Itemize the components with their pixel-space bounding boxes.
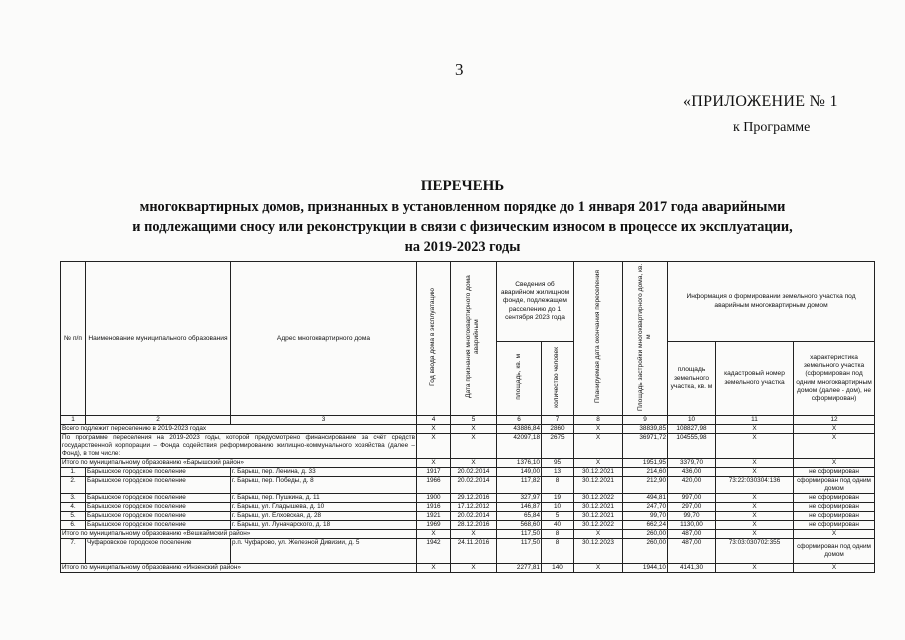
cell-address: г. Барыш, ул. Елховская, д. 28 [231,511,417,520]
cell-char: не сформирован [794,493,875,502]
cell-cadastral: 73:22:030304:136 [716,477,794,494]
appendix-subtitle: к Программе [733,120,811,135]
header-area: площадь, кв. м [497,342,542,416]
header-land-group: Информация о формировании земельного участка под аварийным многоквартирным домом [668,262,875,342]
cell-area: 327,97 [497,493,542,502]
cell-cadastral: X [716,459,794,468]
col-number: 12 [794,416,875,425]
cell-land-area: 108827,98 [668,425,716,434]
cell-address: р.п. Чуфарово, ул. Железной Дивизии, д. 5 [231,538,417,563]
cell-num: 7. [61,538,86,563]
cell-people: 13 [542,468,574,477]
table-row [61,468,875,477]
cell-date: X [451,459,497,468]
cell-cadastral: X [716,468,794,477]
cell-land-area: 3379,70 [668,459,716,468]
header-land-area: площадь земельного участка, кв. м [668,342,716,416]
cell-building: 247,70 [623,502,668,511]
cell-land-area: 99,70 [668,511,716,520]
cell-char: не сформирован [794,520,875,529]
cell-people: 40 [542,520,574,529]
heading-line: на 2019-2023 годы [404,239,521,255]
header-year: Год ввода дома в эксплуатацию [417,262,451,416]
cell-address: г. Барыш, пер. Пушкина, д. 11 [231,493,417,502]
header-planned-date: Планируемая дата окончания переселения [574,262,623,416]
cell-building: 260,00 [623,538,668,563]
cell-area: 146,87 [497,502,542,511]
header-address: Адрес многоквартирного дома [231,262,417,416]
cell-cadastral: X [716,502,794,511]
cell-char: не сформирован [794,511,875,520]
cell-building: 1951,95 [623,459,668,468]
cell-people: 8 [542,477,574,494]
cell-date: X [451,563,497,572]
cell-planned: 30.12.2021 [574,511,623,520]
table-row [61,511,875,520]
cell-cadastral: X [716,425,794,434]
cell-area: 2277,81 [497,563,542,572]
cell-planned: X [574,529,623,538]
cell-cadastral: X [716,493,794,502]
cell-land-area: 420,00 [668,477,716,494]
cell-planned: 30.12.2021 [574,468,623,477]
cell-people: 19 [542,493,574,502]
summary-row-fund [61,434,875,459]
cell-address: г. Барыш, пер. Ленина, д. 33 [231,468,417,477]
cell-year: X [417,563,451,572]
cell-date: 20.02.2014 [451,511,497,520]
cell-date: X [451,425,497,434]
cell-num: 3. [61,493,86,502]
cell-municipality: Барышское городское поселение [86,520,231,529]
cell-people: 140 [542,563,574,572]
appendix-title: «ПРИЛОЖЕНИЕ № 1 [683,93,838,110]
cell-planned: X [574,563,623,572]
column-numbers-row [61,416,875,425]
cell-planned: X [574,434,623,459]
cell-cadastral: 73:03:030702:355 [716,538,794,563]
cell-num: 2. [61,477,86,494]
cell-building: 38839,85 [623,425,668,434]
cell-planned: X [574,459,623,468]
houses-table [60,261,875,573]
cell-land-area: 436,00 [668,468,716,477]
cell-date: 20.02.2014 [451,468,497,477]
cell-municipality: Барышское городское поселение [86,468,231,477]
cell-municipality: Барышское городское поселение [86,477,231,494]
col-number: 1 [61,416,86,425]
heading-line: и подлежащими сносу или реконструкции в связи с физическим износом в процессе их эксплуатации, [132,219,793,235]
cell-planned: 30.12.2022 [574,520,623,529]
cell-land-area: 487,00 [668,529,716,538]
cell-people: 8 [542,529,574,538]
header-num: № п/п [61,262,86,416]
cell-char: X [794,563,875,572]
cell-char: не сформирован [794,502,875,511]
cell-char: X [794,434,875,459]
cell-people: 95 [542,459,574,468]
cell-municipality: Чуфаровское городское поселение [86,538,231,563]
cell-area: 43886,84 [497,425,542,434]
cell-cadastral: X [716,529,794,538]
header-municipality: Наименование муниципального образования [86,262,231,416]
header-cadastral: кадастровый номер земельного участка [716,342,794,416]
row-label: Итого по муниципальному образованию «Вешкаймский район» [61,529,417,538]
page-number: 3 [455,60,464,79]
cell-planned: 30.12.2021 [574,477,623,494]
table-row [61,520,875,529]
cell-building: 260,00 [623,529,668,538]
cell-land-area: 104555,98 [668,434,716,459]
row-label: По программе переселения на 2019-2023 годы, которой предусмотрено финансирование за счёт средств государственной корпорации – Фонда содействия реформированию жилищно-коммунального хозяйства (далее – Фонд), в том числе: [62,434,415,457]
cell-building: 662,24 [623,520,668,529]
col-number: 2 [86,416,231,425]
cell-planned: 30.12.2022 [574,493,623,502]
cell-municipality: Барышское городское поселение [86,493,231,502]
cell-area: 65,84 [497,511,542,520]
cell-building: 99,70 [623,511,668,520]
cell-year: 1969 [417,520,451,529]
heading-title: ПЕРЕЧЕНЬ [420,178,505,194]
header-building-area: Площадь застройки многоквартирного дома, кв. м [623,262,668,416]
cell-municipality: Барышское городское поселение [86,511,231,520]
cell-cadastral: X [716,520,794,529]
cell-building: 494,81 [623,493,668,502]
summary-row-total [61,425,875,434]
cell-area: 1376,10 [497,459,542,468]
col-number: 8 [574,416,623,425]
summary-row-veshkaima [61,529,875,538]
row-label: Итого по муниципальному образованию «Инзенский район» [61,563,417,572]
cell-char: сформирован под одним домом [794,477,875,494]
cell-year: 1917 [417,468,451,477]
cell-land-area: 297,00 [668,502,716,511]
cell-year: 1942 [417,538,451,563]
cell-year: 1900 [417,493,451,502]
col-number: 3 [231,416,417,425]
cell-address: г. Барыш, ул. Гладышева, д. 10 [231,502,417,511]
table-row [61,502,875,511]
cell-building: 212,90 [623,477,668,494]
cell-date: X [451,529,497,538]
cell-people: 2860 [542,425,574,434]
col-number: 6 [497,416,542,425]
table-row [61,538,875,563]
cell-land-area: 1130,00 [668,520,716,529]
cell-date: 20.02.2014 [451,477,497,494]
col-number: 10 [668,416,716,425]
cell-num: 6. [61,520,86,529]
cell-planned: X [574,425,623,434]
cell-cadastral: X [716,563,794,572]
cell-planned: 30.12.2023 [574,538,623,563]
cell-year: X [417,425,451,434]
cell-people: 10 [542,502,574,511]
cell-address: г. Барыш, ул. Луначарского, д. 18 [231,520,417,529]
header-land-char: характеристика земельного участка (сформирован под одним многоквартирным домом (далее - дом), не сформирован) [794,342,875,416]
header-fund-group: Сведения об аварийном жилищном фонде, подлежащем расселению до 1 сентября 2023 года [497,262,574,342]
row-label: Всего подлежит переселению в 2019-2023 годах [61,425,417,434]
col-number: 7 [542,416,574,425]
cell-char: не сформирован [794,468,875,477]
cell-land-area: 997,00 [668,493,716,502]
cell-people: 5 [542,511,574,520]
cell-char: X [794,425,875,434]
cell-num: 4. [61,502,86,511]
cell-year: X [417,434,451,459]
cell-area: 117,50 [497,529,542,538]
cell-cadastral: X [716,434,794,459]
cell-char: X [794,459,875,468]
cell-num: 5. [61,511,86,520]
table-row [61,493,875,502]
cell-year: 1916 [417,502,451,511]
cell-area: 568,60 [497,520,542,529]
cell-cadastral: X [716,511,794,520]
summary-row-inza [61,563,875,572]
row-label: Итого по муниципальному образованию «Барышский район» [61,459,417,468]
cell-area: 42097,18 [497,434,542,459]
table-row [61,477,875,494]
cell-date: 17.12.2012 [451,502,497,511]
summary-row-barysh [61,459,875,468]
col-number: 11 [716,416,794,425]
cell-year: 1921 [417,511,451,520]
cell-char: X [794,529,875,538]
cell-date: 29.12.2016 [451,493,497,502]
cell-people: 8 [542,538,574,563]
header-people: количество человек [542,342,574,416]
cell-year: 1966 [417,477,451,494]
cell-building: 214,60 [623,468,668,477]
header-date-emergency: Дата признания многоквартирного дома аварийным [451,262,497,416]
heading-line: многоквартирных домов, признанных в установленном порядке до 1 января 2017 года аварийными [139,199,786,215]
cell-date: X [451,434,497,459]
cell-building: 1944,10 [623,563,668,572]
cell-year: X [417,459,451,468]
cell-area: 117,50 [497,538,542,563]
col-number: 9 [623,416,668,425]
cell-area: 149,00 [497,468,542,477]
col-number: 5 [451,416,497,425]
cell-date: 28.12.2016 [451,520,497,529]
cell-year: X [417,529,451,538]
cell-people: 2675 [542,434,574,459]
cell-area: 117,82 [497,477,542,494]
cell-municipality: Барышское городское поселение [86,502,231,511]
cell-char: сформирован под одним домом [794,538,875,563]
cell-date: 24.11.2016 [451,538,497,563]
cell-building: 36971,72 [623,434,668,459]
cell-land-area: 4141,30 [668,563,716,572]
cell-num: 1. [61,468,86,477]
cell-address: г. Барыш, пер. Победы, д. 8 [231,477,417,494]
cell-land-area: 487,00 [668,538,716,563]
cell-planned: 30.12.2021 [574,502,623,511]
col-number: 4 [417,416,451,425]
